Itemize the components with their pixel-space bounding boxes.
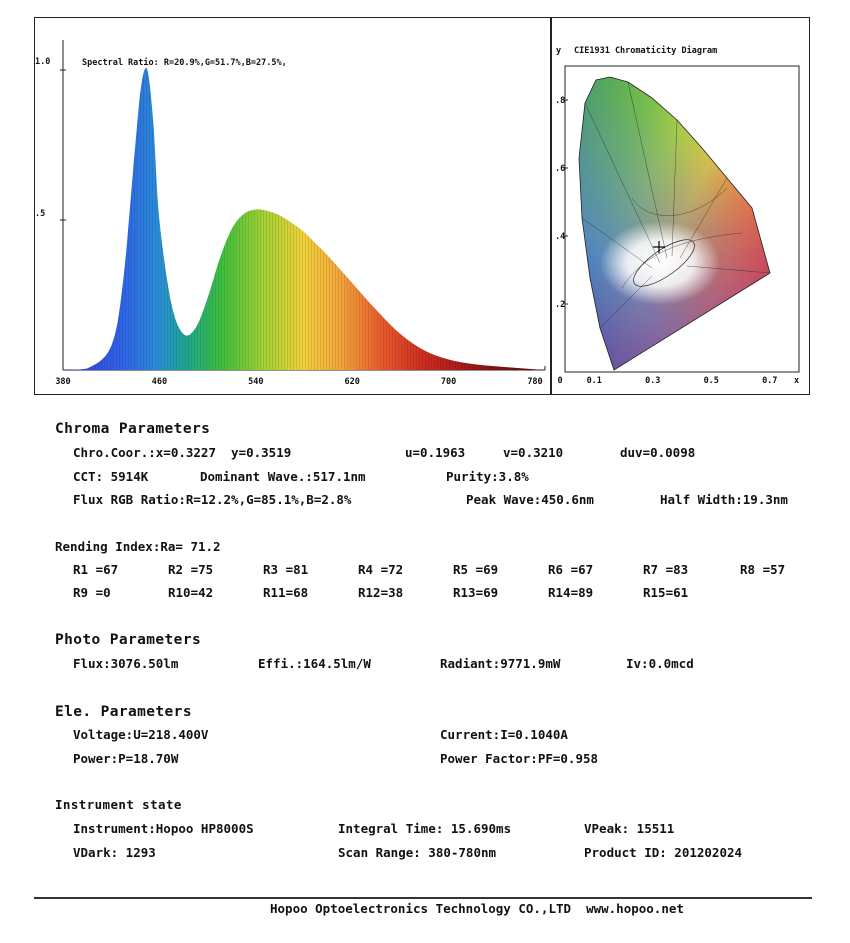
spectrum-y-tick-label: 1.0 (35, 57, 51, 67)
scan-range-value: Scan Range: 380-780nm (338, 845, 497, 860)
rendering-index-value: R13=69 (453, 585, 499, 600)
flux-value: Flux:3076.50lm (73, 656, 179, 671)
rendering-index-value: R5 =69 (453, 562, 499, 577)
rendering-index-value: R14=89 (548, 585, 594, 600)
spectrum-chart (35, 18, 549, 394)
footer-rule (34, 897, 812, 899)
footer-company: Hopoo Optoelectronics Technology CO.,LTD www.hopoo.net (270, 901, 684, 916)
rendering-index-value: R7 =83 (643, 562, 689, 577)
rendering-index-value: R15=61 (643, 585, 689, 600)
instrument-value: Instrument:Hopoo HP8000S (73, 821, 254, 836)
cie-y-axis-label: y (556, 46, 562, 56)
chro-coor-value: Chro.Coor.:x=0.3227 y=0.3519 (73, 445, 292, 460)
half-width-value: Half Width:19.3nm (660, 492, 788, 507)
rendering-index-value: R12=38 (358, 585, 404, 600)
effi-value: Effi.:164.5lm/W (258, 656, 371, 671)
cie-y-tick-label: .8 (555, 96, 566, 106)
spectrum-x-tick-label: 540 (248, 377, 264, 387)
rendering-index-value: R8 =57 (740, 562, 786, 577)
cie-color-gamut (552, 58, 808, 378)
rendering-index-value: R2 =75 (168, 562, 214, 577)
cie-y-tick-label: .4 (555, 232, 566, 242)
duv-value: duv=0.0098 (620, 445, 696, 460)
rendering-index-value: R6 =67 (548, 562, 594, 577)
cie-x-tick-label: 0.3 (645, 376, 661, 386)
cie-x-tick-label: 0.5 (703, 376, 719, 386)
cie-y-tick-label: .2 (555, 300, 566, 310)
iv-value: Iv:0.0mcd (626, 656, 694, 671)
rendering-index-title: Rending Index:Ra= 71.2 (55, 539, 221, 554)
current-value: Current:I=0.1040A (440, 727, 568, 742)
ele-title: Ele. Parameters (55, 704, 192, 720)
vpeak-value: VPeak: 15511 (584, 821, 675, 836)
cie-x-tick-label: 0 (557, 376, 563, 386)
spectrum-y-tick-label: .5 (35, 209, 46, 219)
flux-rgb-ratio-value: Flux RGB Ratio:R=12.2%,G=85.1%,B=2.8% (73, 492, 352, 507)
vdark-value: VDark: 1293 (73, 845, 156, 860)
rendering-index-value: R10=42 (168, 585, 214, 600)
cie-x-axis-label: x (794, 376, 800, 386)
rendering-index-value: R4 =72 (358, 562, 404, 577)
rendering-index-value: R1 =67 (73, 562, 119, 577)
chroma-title: Chroma Parameters (55, 421, 211, 437)
cie-title: CIE1931 Chromaticity Diagram (574, 46, 718, 56)
product-id-value: Product ID: 201202024 (584, 845, 743, 860)
power-factor-value: Power Factor:PF=0.958 (440, 751, 599, 766)
spectrum-x-tick-label: 620 (344, 377, 360, 387)
photo-title: Photo Parameters (55, 632, 202, 648)
u-value: u=0.1963 (405, 445, 466, 460)
spectral-ratio-label: Spectral Ratio: R=20.9%,G=51.7%,B=27.5%, (82, 58, 287, 68)
radiant-value: Radiant:9771.9mW (440, 656, 561, 671)
rendering-index-value: R3 =81 (263, 562, 309, 577)
instrument-title: Instrument state (55, 797, 182, 812)
spectrum-x-tick-label: 380 (55, 377, 71, 387)
rendering-index-value: R11=68 (263, 585, 309, 600)
power-value: Power:P=18.70W (73, 751, 179, 766)
cie-chart (552, 18, 808, 394)
spectrum-x-tick-label: 700 (440, 377, 457, 387)
cct-value: CCT: 5914K (73, 469, 149, 484)
spectrum-x-tick-label: 780 (527, 377, 543, 387)
integral-time-value: Integral Time: 15.690ms (338, 821, 512, 836)
spectrum-stripes (63, 68, 545, 370)
purity-value: Purity:3.8% (446, 469, 529, 484)
v-value: v=0.3210 (503, 445, 564, 460)
voltage-value: Voltage:U=218.400V (73, 727, 209, 742)
peak-wave-value: Peak Wave:450.6nm (466, 492, 594, 507)
rendering-index-value: R9 =0 (73, 585, 111, 600)
dominant-wave-value: Dominant Wave.:517.1nm (200, 469, 366, 484)
cie-x-tick-label: 0.7 (762, 376, 778, 386)
cie-x-tick-label: 0.1 (586, 376, 602, 386)
cie-y-tick-label: .6 (555, 164, 566, 174)
spectrum-x-tick-label: 460 (151, 377, 168, 387)
